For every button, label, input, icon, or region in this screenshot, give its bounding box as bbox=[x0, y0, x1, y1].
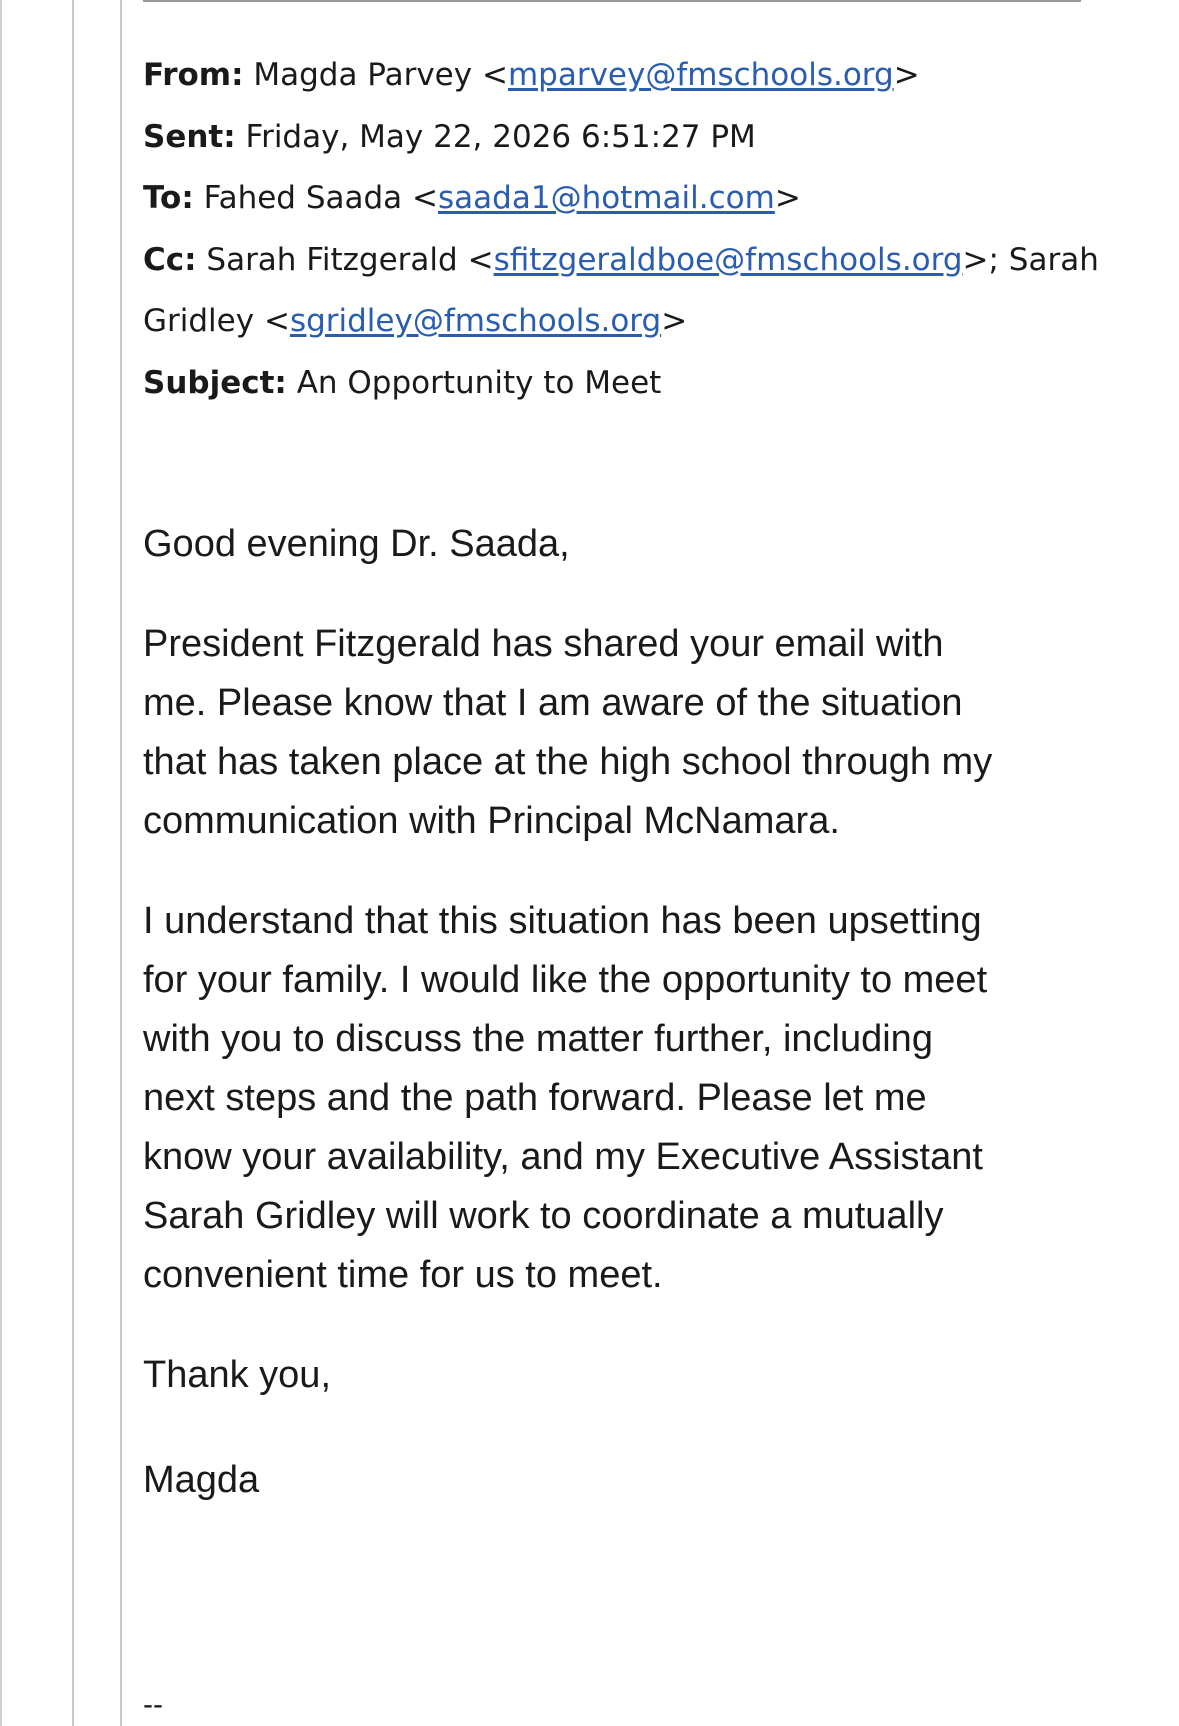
to-line: To: Fahed Saada <saada1@hotmail.com> bbox=[143, 180, 801, 216]
left-edge-line bbox=[0, 0, 2, 1726]
body-line: me. Please know that I am aware of the situation bbox=[143, 682, 963, 724]
body-line: I understand that this situation has been upsetting bbox=[143, 900, 982, 942]
cc2-name-part1: Sarah bbox=[1008, 241, 1099, 278]
greeting: Good evening Dr. Saada, bbox=[143, 523, 570, 565]
body-paragraph-1 bbox=[143, 615, 1093, 851]
body-line: next steps and the path forward. Please let me bbox=[143, 1077, 927, 1119]
cc1-email-link[interactable]: sfitzgeraldboe@fmschools.org bbox=[493, 241, 963, 278]
from-label: From: bbox=[143, 57, 244, 93]
email-header bbox=[143, 45, 1103, 414]
sent-line bbox=[143, 107, 1103, 169]
body-line: know your availability, and my Executive Assistant bbox=[143, 1136, 983, 1178]
cc-line-continued: Gridley <sgridley@fmschools.org> bbox=[143, 303, 688, 339]
to-name: Fahed Saada bbox=[203, 180, 403, 216]
quote-bar-inner bbox=[120, 0, 122, 1726]
cc-line: Cc: Sarah Fitzgerald <sfitzgeraldboe@fmschools.org>; Sarah bbox=[143, 241, 1099, 278]
from-line: From: Magda Parvey <mparvey@fmschools.org> bbox=[143, 57, 920, 93]
cc-label: Cc: bbox=[143, 241, 197, 278]
subject-line bbox=[143, 353, 1103, 415]
body-line: communication with Principal McNamara. bbox=[143, 800, 840, 842]
to-label: To: bbox=[143, 180, 194, 216]
body-line: Sarah Gridley will work to coordinate a mutually bbox=[143, 1195, 944, 1237]
cc2-name-part2: Gridley bbox=[143, 303, 255, 339]
quote-bar-outer bbox=[72, 0, 74, 1726]
subject-label: Subject: bbox=[143, 364, 287, 401]
email-body bbox=[143, 515, 1093, 1510]
from-name: Magda Parvey bbox=[253, 57, 473, 93]
body-line: for your family. I would like the opportunity to meet bbox=[143, 959, 988, 1001]
body-line: convenient time for us to meet. bbox=[143, 1254, 663, 1296]
header-divider bbox=[143, 0, 1081, 2]
from-email-link[interactable]: mparvey@fmschools.org bbox=[507, 57, 894, 93]
subject-value: An Opportunity to Meet bbox=[296, 364, 662, 401]
sent-label: Sent: bbox=[143, 118, 236, 155]
body-line: with you to discuss the matter further, including bbox=[143, 1018, 933, 1060]
cc2-email-link[interactable]: sgridley@fmschools.org bbox=[289, 303, 662, 339]
sent-value: Friday, May 22, 2026 6:51:27 PM bbox=[245, 118, 756, 155]
body-line: that has taken place at the high school through my bbox=[143, 741, 993, 783]
body-line: President Fitzgerald has shared your email with bbox=[143, 623, 944, 665]
closing: Thank you, bbox=[143, 1354, 331, 1396]
signature: Magda bbox=[143, 1459, 260, 1501]
to-email-link[interactable]: saada1@hotmail.com bbox=[438, 180, 775, 216]
cc1-name: Sarah Fitzgerald bbox=[206, 241, 458, 278]
body-paragraph-2 bbox=[143, 892, 1093, 1305]
signature-separator: -- bbox=[143, 1688, 163, 1721]
